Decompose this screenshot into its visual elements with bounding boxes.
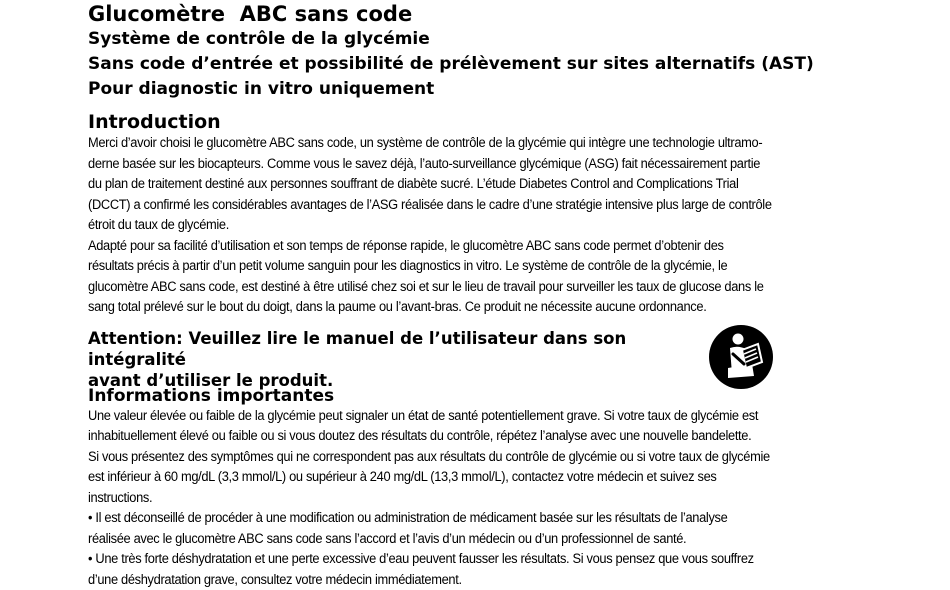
document-page — [88, 0, 868, 590]
text-line: du plan de traitement destiné aux personnes souffrant de diabète sucré. L’étude Diabetes Control and Complications Trial — [88, 176, 739, 191]
text-line: Une valeur élevée ou faible de la glycémie peut signaler un état de santé potentiellement grave. Si votre taux de glycémie est — [88, 407, 759, 423]
text-line: d’une déshydratation grave, consultez votre médecin immédiatement. — [88, 571, 462, 587]
text-line: est inférieur à 60 mg/dL (3,3 mmol/L) ou supérieur à 240 mg/dL (13,3 mmol/L), contactez votre médecin et suivez ses — [88, 469, 717, 484]
text-line: instructions. — [88, 489, 153, 505]
text-line: derne basée sur les biocapteurs. Comme vous le savez déjà, l’auto-surveillance glycémique (ASG) fait nécessairement partie — [88, 155, 761, 171]
text-line: Adapté pour sa facilité d’utilisation et son temps de réponse rapide, le glucomètre ABC sans code permet d’obtenir des — [88, 237, 724, 253]
important-info-text — [88, 406, 866, 590]
attention-block — [88, 328, 868, 390]
attention-line-2: avant d’utiliser le produit. — [88, 370, 334, 390]
subtitle-system: Système de contrôle de la glycémie — [88, 29, 430, 49]
important-info-heading: Informations importantes — [88, 385, 335, 406]
attention-line-1: Attention: Veuillez lire le manuel de l’utilisateur dans son intégralité — [88, 328, 627, 369]
introduction-text — [88, 133, 866, 318]
subtitle-no-code: Sans code d’entrée et possibilité de prélèvement sur sites alternatifs (AST) — [88, 54, 814, 74]
text-line: Merci d’avoir choisi le glucomètre ABC sans code, un système de contrôle de la glycémie qui intègre une technologie ultramo- — [88, 135, 763, 150]
text-line: résultats précis à partir d’un petit volume sanguin pour les diagnostics in vitro. Le système de contrôle de la glycémie, le — [88, 258, 728, 273]
text-line: glucomètre ABC sans code, est destiné à être utilisé chez soi et sur le lieu de travail pour surveiller les taux de glucose dans le — [88, 278, 764, 294]
bullet-line: • Il est déconseillé de procéder à une modification ou administration de médicament basée sur les résultats de l’analyse — [88, 510, 728, 525]
text-line: sang total prélevé sur le bout du doigt, dans la paume ou l’avant-bras. Ce produit ne nécessite aucune ordonnance. — [88, 299, 707, 314]
text-line: étroit du taux de glycémie. — [88, 217, 229, 232]
read-manual-icon — [708, 324, 774, 390]
text-line: réalisée avec le glucomètre ABC sans code sans l’accord et l’avis d’un médecin ou d’un professionnel de santé. — [88, 530, 687, 546]
text-line: Si vous présentez des symptômes qui ne correspondent pas aux résultats du contrôle de glycémie ou si votre taux de glycémie — [88, 448, 770, 464]
text-line: inhabituellement élevé ou faible ou si vous doutez des résultats du contrôle, répétez l’analyse avec une nouvelle bandelette. — [88, 428, 752, 443]
document-title: Glucomètre ABC sans code — [88, 2, 413, 26]
subtitle-ivd: Pour diagnostic in vitro uniquement — [88, 79, 435, 99]
text-line: (DCCT) a confirmé les considérables avantages de l’ASG réalisée dans le cadre d’une stratégie intensive plus large de contrôle — [88, 196, 772, 212]
introduction-heading: Introduction — [88, 111, 221, 133]
bullet-line: • Une très forte déshydratation et une perte excessive d’eau peuvent fausser les résultats. Si vous pensez que vous souffrez — [88, 551, 754, 566]
